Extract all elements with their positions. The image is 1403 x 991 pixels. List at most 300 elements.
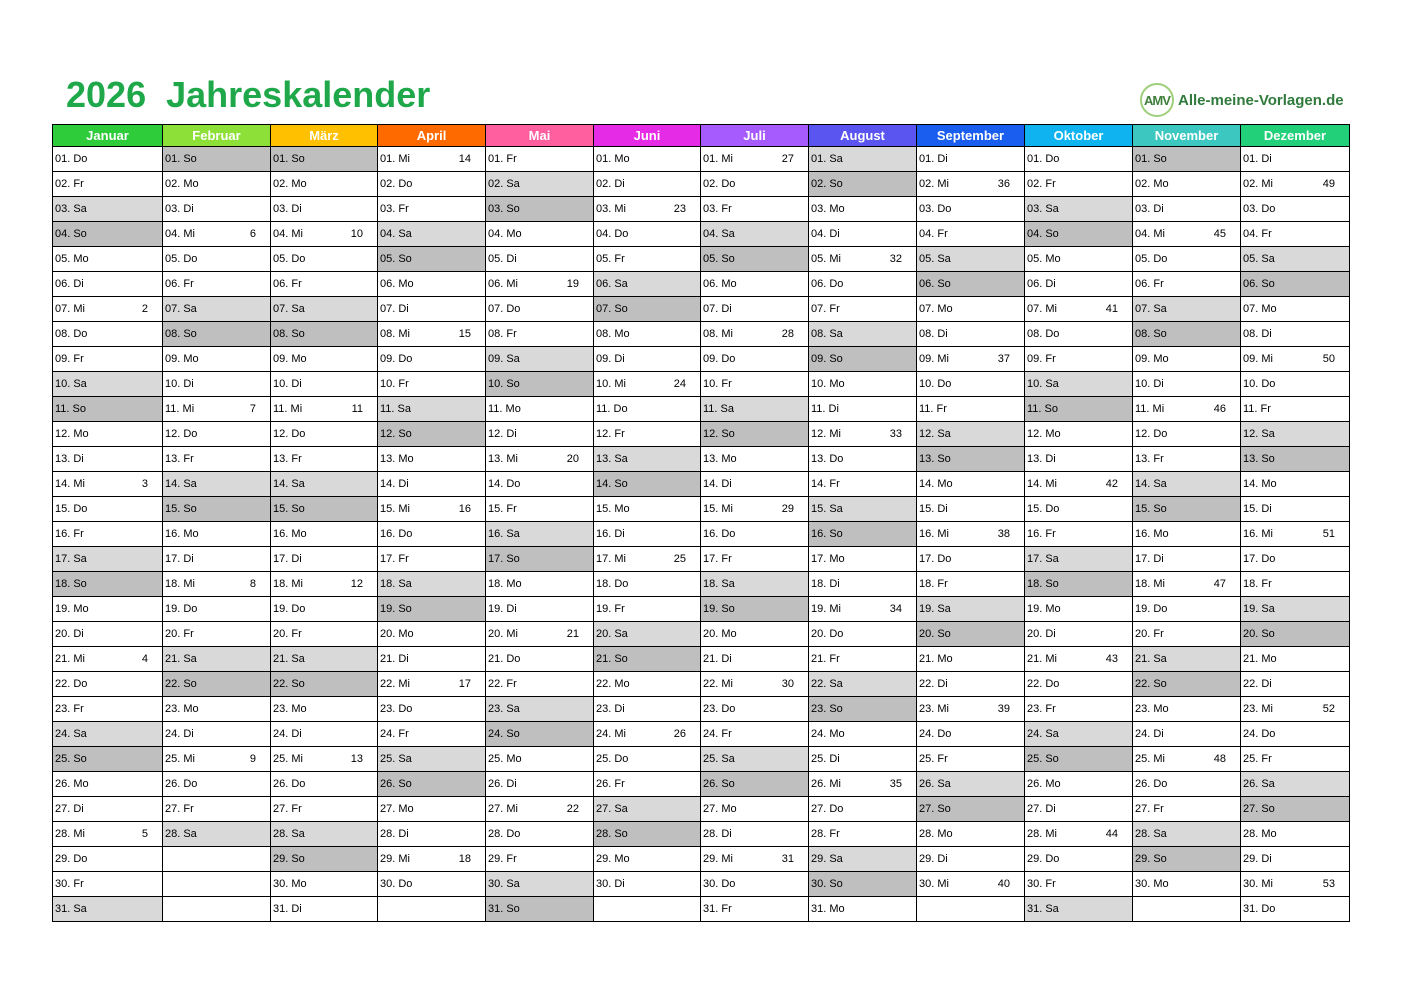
day-cell[interactable] [917, 822, 1025, 847]
day-cell[interactable] [809, 372, 917, 397]
day-cell[interactable] [809, 747, 917, 772]
day-cell[interactable] [1133, 547, 1241, 572]
day-cell[interactable] [917, 397, 1025, 422]
day-cell[interactable] [378, 672, 486, 697]
day-cell[interactable] [809, 247, 917, 272]
day-cell[interactable] [271, 622, 378, 647]
day-cell[interactable] [701, 622, 809, 647]
day-cell[interactable] [809, 897, 917, 922]
day-cell[interactable] [378, 422, 486, 447]
day-cell[interactable] [594, 272, 701, 297]
day-cell[interactable] [378, 147, 486, 172]
day-cell[interactable] [53, 897, 163, 922]
day-cell[interactable] [163, 647, 271, 672]
day-cell[interactable] [378, 472, 486, 497]
day-cell[interactable] [1241, 197, 1350, 222]
day-cell[interactable] [1133, 322, 1241, 347]
day-cell[interactable] [486, 497, 594, 522]
day-cell[interactable] [1025, 547, 1133, 572]
day-cell[interactable] [486, 422, 594, 447]
day-cell[interactable] [486, 847, 594, 872]
day-cell[interactable] [1025, 697, 1133, 722]
day-cell[interactable] [53, 322, 163, 347]
day-cell[interactable] [1133, 172, 1241, 197]
day-cell[interactable] [1025, 372, 1133, 397]
day-cell[interactable] [1133, 647, 1241, 672]
day-cell[interactable] [809, 772, 917, 797]
day-cell[interactable] [701, 597, 809, 622]
day-cell[interactable] [53, 547, 163, 572]
day-cell[interactable] [271, 147, 378, 172]
day-cell[interactable] [163, 747, 271, 772]
day-cell[interactable] [163, 197, 271, 222]
day-cell[interactable] [594, 747, 701, 772]
day-cell[interactable] [917, 422, 1025, 447]
day-cell[interactable] [486, 622, 594, 647]
day-cell[interactable] [701, 447, 809, 472]
day-cell[interactable] [271, 447, 378, 472]
day-cell[interactable] [486, 797, 594, 822]
day-cell[interactable] [1025, 447, 1133, 472]
day-cell[interactable] [163, 422, 271, 447]
day-cell[interactable] [701, 647, 809, 672]
day-cell[interactable] [809, 647, 917, 672]
day-cell[interactable] [701, 897, 809, 922]
day-cell[interactable] [917, 297, 1025, 322]
day-cell[interactable] [53, 522, 163, 547]
day-cell[interactable] [53, 172, 163, 197]
day-cell[interactable] [594, 422, 701, 447]
day-cell[interactable] [53, 147, 163, 172]
day-cell[interactable] [486, 172, 594, 197]
day-cell[interactable] [163, 697, 271, 722]
day-cell[interactable] [1241, 472, 1350, 497]
day-cell[interactable] [163, 622, 271, 647]
day-cell[interactable] [53, 472, 163, 497]
day-cell[interactable] [701, 397, 809, 422]
day-cell[interactable] [809, 447, 917, 472]
day-cell[interactable] [486, 822, 594, 847]
day-cell[interactable] [271, 497, 378, 522]
day-cell[interactable] [53, 447, 163, 472]
day-cell[interactable] [809, 622, 917, 647]
day-cell[interactable] [701, 172, 809, 197]
day-cell[interactable] [53, 497, 163, 522]
day-cell[interactable] [1133, 747, 1241, 772]
day-cell[interactable] [163, 797, 271, 822]
day-cell[interactable] [53, 197, 163, 222]
day-cell[interactable] [1133, 147, 1241, 172]
day-cell[interactable] [1025, 822, 1133, 847]
day-cell[interactable] [271, 797, 378, 822]
day-cell[interactable] [53, 572, 163, 597]
day-cell[interactable] [594, 847, 701, 872]
day-cell[interactable] [1025, 872, 1133, 897]
day-cell[interactable] [486, 322, 594, 347]
day-cell[interactable] [1241, 772, 1350, 797]
day-cell[interactable] [271, 197, 378, 222]
day-cell[interactable] [809, 222, 917, 247]
day-cell[interactable] [917, 197, 1025, 222]
day-cell[interactable] [163, 722, 271, 747]
day-cell[interactable] [1025, 572, 1133, 597]
day-cell[interactable] [486, 697, 594, 722]
day-cell[interactable] [917, 447, 1025, 472]
day-cell[interactable] [163, 447, 271, 472]
day-cell[interactable] [378, 372, 486, 397]
day-cell[interactable] [1025, 672, 1133, 697]
day-cell[interactable] [378, 397, 486, 422]
day-cell[interactable] [271, 322, 378, 347]
day-cell[interactable] [271, 372, 378, 397]
day-cell[interactable] [271, 897, 378, 922]
day-cell[interactable] [378, 347, 486, 372]
day-cell[interactable] [486, 522, 594, 547]
day-cell[interactable] [1241, 522, 1350, 547]
day-cell[interactable] [1241, 747, 1350, 772]
day-cell[interactable] [1241, 572, 1350, 597]
day-cell[interactable] [809, 197, 917, 222]
day-cell[interactable] [53, 247, 163, 272]
day-cell[interactable] [1025, 497, 1133, 522]
day-cell[interactable] [271, 647, 378, 672]
day-cell[interactable] [53, 697, 163, 722]
day-cell[interactable] [701, 222, 809, 247]
day-cell[interactable] [701, 822, 809, 847]
day-cell[interactable] [53, 297, 163, 322]
day-cell[interactable] [378, 297, 486, 322]
day-cell[interactable] [594, 597, 701, 622]
day-cell[interactable] [486, 197, 594, 222]
day-cell[interactable] [594, 447, 701, 472]
day-cell[interactable] [809, 797, 917, 822]
day-cell[interactable] [271, 822, 378, 847]
day-cell[interactable] [378, 772, 486, 797]
day-cell[interactable] [917, 522, 1025, 547]
day-cell[interactable] [378, 272, 486, 297]
day-cell[interactable] [486, 597, 594, 622]
day-cell[interactable] [53, 722, 163, 747]
day-cell[interactable] [378, 747, 486, 772]
day-cell[interactable] [809, 597, 917, 622]
day-cell[interactable] [1241, 722, 1350, 747]
day-cell[interactable] [701, 722, 809, 747]
day-cell[interactable] [594, 722, 701, 747]
day-cell[interactable] [594, 497, 701, 522]
day-cell[interactable] [1133, 572, 1241, 597]
day-cell[interactable] [1025, 347, 1133, 372]
day-cell[interactable] [1241, 822, 1350, 847]
day-cell[interactable] [1025, 647, 1133, 672]
day-cell[interactable] [163, 347, 271, 372]
day-cell[interactable] [809, 322, 917, 347]
day-cell[interactable] [594, 572, 701, 597]
day-cell[interactable] [1241, 372, 1350, 397]
day-cell[interactable] [1025, 472, 1133, 497]
day-cell[interactable] [594, 147, 701, 172]
day-cell[interactable] [271, 347, 378, 372]
day-cell[interactable] [271, 772, 378, 797]
day-cell[interactable] [594, 797, 701, 822]
day-cell[interactable] [1025, 147, 1133, 172]
day-cell[interactable] [486, 347, 594, 372]
day-cell[interactable] [917, 347, 1025, 372]
day-cell[interactable] [271, 397, 378, 422]
day-cell[interactable] [809, 147, 917, 172]
day-cell[interactable] [53, 772, 163, 797]
day-cell[interactable] [378, 572, 486, 597]
day-cell[interactable] [1241, 297, 1350, 322]
day-cell[interactable] [917, 622, 1025, 647]
day-cell[interactable] [917, 797, 1025, 822]
day-cell[interactable] [594, 772, 701, 797]
day-cell[interactable] [701, 422, 809, 447]
day-cell[interactable] [594, 172, 701, 197]
day-cell[interactable] [53, 647, 163, 672]
day-cell[interactable] [809, 397, 917, 422]
day-cell[interactable] [378, 697, 486, 722]
day-cell[interactable] [917, 372, 1025, 397]
day-cell[interactable] [701, 847, 809, 872]
day-cell[interactable] [917, 172, 1025, 197]
day-cell[interactable] [271, 722, 378, 747]
day-cell[interactable] [917, 272, 1025, 297]
day-cell[interactable] [701, 672, 809, 697]
day-cell[interactable] [594, 622, 701, 647]
day-cell[interactable] [809, 522, 917, 547]
day-cell[interactable] [1025, 622, 1133, 647]
day-cell[interactable] [1133, 622, 1241, 647]
day-cell[interactable] [163, 472, 271, 497]
day-cell[interactable] [1241, 422, 1350, 447]
day-cell[interactable] [486, 447, 594, 472]
day-cell[interactable] [701, 572, 809, 597]
day-cell[interactable] [163, 247, 271, 272]
day-cell[interactable] [1241, 247, 1350, 272]
day-cell[interactable] [378, 872, 486, 897]
day-cell[interactable] [163, 597, 271, 622]
day-cell[interactable] [1133, 522, 1241, 547]
day-cell[interactable] [378, 847, 486, 872]
day-cell[interactable] [809, 272, 917, 297]
day-cell[interactable] [1241, 672, 1350, 697]
day-cell[interactable] [1025, 322, 1133, 347]
day-cell[interactable] [594, 472, 701, 497]
day-cell[interactable] [701, 547, 809, 572]
day-cell[interactable] [1133, 397, 1241, 422]
day-cell[interactable] [1133, 497, 1241, 522]
day-cell[interactable] [378, 522, 486, 547]
day-cell[interactable] [1025, 397, 1133, 422]
day-cell[interactable] [378, 547, 486, 572]
day-cell[interactable] [594, 372, 701, 397]
day-cell[interactable] [1241, 497, 1350, 522]
day-cell[interactable] [271, 847, 378, 872]
day-cell[interactable] [1133, 247, 1241, 272]
day-cell[interactable] [271, 297, 378, 322]
day-cell[interactable] [271, 272, 378, 297]
day-cell[interactable] [917, 747, 1025, 772]
day-cell[interactable] [486, 472, 594, 497]
day-cell[interactable] [917, 872, 1025, 897]
day-cell[interactable] [1241, 872, 1350, 897]
day-cell[interactable] [1241, 547, 1350, 572]
day-cell[interactable] [163, 147, 271, 172]
day-cell[interactable] [594, 297, 701, 322]
day-cell[interactable] [701, 697, 809, 722]
day-cell[interactable] [486, 247, 594, 272]
day-cell[interactable] [1241, 897, 1350, 922]
day-cell[interactable] [486, 147, 594, 172]
day-cell[interactable] [163, 522, 271, 547]
day-cell[interactable] [1025, 172, 1133, 197]
day-cell[interactable] [701, 322, 809, 347]
day-cell[interactable] [1241, 797, 1350, 822]
day-cell[interactable] [701, 147, 809, 172]
day-cell[interactable] [1241, 172, 1350, 197]
day-cell[interactable] [1133, 422, 1241, 447]
day-cell[interactable] [917, 497, 1025, 522]
day-cell[interactable] [917, 697, 1025, 722]
day-cell[interactable] [271, 872, 378, 897]
day-cell[interactable] [1025, 847, 1133, 872]
day-cell[interactable] [1241, 322, 1350, 347]
day-cell[interactable] [594, 822, 701, 847]
day-cell[interactable] [917, 847, 1025, 872]
day-cell[interactable] [701, 372, 809, 397]
day-cell[interactable] [1025, 897, 1133, 922]
day-cell[interactable] [1133, 847, 1241, 872]
day-cell[interactable] [917, 722, 1025, 747]
day-cell[interactable] [701, 797, 809, 822]
day-cell[interactable] [809, 572, 917, 597]
day-cell[interactable] [1241, 647, 1350, 672]
day-cell[interactable] [378, 247, 486, 272]
day-cell[interactable] [378, 622, 486, 647]
day-cell[interactable] [378, 197, 486, 222]
day-cell[interactable] [1133, 197, 1241, 222]
day-cell[interactable] [809, 497, 917, 522]
day-cell[interactable] [1241, 272, 1350, 297]
day-cell[interactable] [486, 547, 594, 572]
day-cell[interactable] [53, 372, 163, 397]
day-cell[interactable] [486, 897, 594, 922]
day-cell[interactable] [53, 822, 163, 847]
day-cell[interactable] [1241, 697, 1350, 722]
day-cell[interactable] [594, 222, 701, 247]
day-cell[interactable] [1133, 797, 1241, 822]
day-cell[interactable] [1241, 222, 1350, 247]
day-cell[interactable] [917, 147, 1025, 172]
day-cell[interactable] [53, 397, 163, 422]
day-cell[interactable] [486, 272, 594, 297]
day-cell[interactable] [271, 747, 378, 772]
day-cell[interactable] [271, 247, 378, 272]
day-cell[interactable] [1133, 822, 1241, 847]
day-cell[interactable] [486, 222, 594, 247]
day-cell[interactable] [1025, 747, 1133, 772]
day-cell[interactable] [917, 572, 1025, 597]
day-cell[interactable] [809, 422, 917, 447]
day-cell[interactable] [917, 597, 1025, 622]
day-cell[interactable] [486, 772, 594, 797]
day-cell[interactable] [701, 197, 809, 222]
day-cell[interactable] [917, 647, 1025, 672]
day-cell[interactable] [701, 472, 809, 497]
day-cell[interactable] [378, 322, 486, 347]
day-cell[interactable] [271, 172, 378, 197]
day-cell[interactable] [486, 747, 594, 772]
day-cell[interactable] [53, 872, 163, 897]
day-cell[interactable] [486, 372, 594, 397]
day-cell[interactable] [1241, 347, 1350, 372]
day-cell[interactable] [163, 222, 271, 247]
day-cell[interactable] [701, 522, 809, 547]
day-cell[interactable] [594, 322, 701, 347]
day-cell[interactable] [1241, 397, 1350, 422]
day-cell[interactable] [53, 747, 163, 772]
day-cell[interactable] [486, 297, 594, 322]
day-cell[interactable] [1241, 622, 1350, 647]
day-cell[interactable] [809, 822, 917, 847]
day-cell[interactable] [378, 222, 486, 247]
day-cell[interactable] [271, 672, 378, 697]
day-cell[interactable] [378, 722, 486, 747]
day-cell[interactable] [271, 697, 378, 722]
day-cell[interactable] [271, 422, 378, 447]
day-cell[interactable] [1025, 247, 1133, 272]
day-cell[interactable] [917, 672, 1025, 697]
day-cell[interactable] [594, 547, 701, 572]
day-cell[interactable] [594, 522, 701, 547]
day-cell[interactable] [271, 522, 378, 547]
day-cell[interactable] [809, 697, 917, 722]
day-cell[interactable] [1025, 297, 1133, 322]
day-cell[interactable] [53, 672, 163, 697]
day-cell[interactable] [486, 572, 594, 597]
day-cell[interactable] [701, 247, 809, 272]
day-cell[interactable] [486, 722, 594, 747]
day-cell[interactable] [809, 847, 917, 872]
day-cell[interactable] [53, 272, 163, 297]
day-cell[interactable] [163, 672, 271, 697]
day-cell[interactable] [701, 772, 809, 797]
day-cell[interactable] [1241, 597, 1350, 622]
day-cell[interactable] [594, 247, 701, 272]
day-cell[interactable] [1133, 447, 1241, 472]
day-cell[interactable] [917, 247, 1025, 272]
day-cell[interactable] [1025, 722, 1133, 747]
day-cell[interactable] [53, 622, 163, 647]
day-cell[interactable] [701, 747, 809, 772]
day-cell[interactable] [163, 172, 271, 197]
day-cell[interactable] [917, 222, 1025, 247]
day-cell[interactable] [271, 597, 378, 622]
day-cell[interactable] [53, 347, 163, 372]
day-cell[interactable] [1133, 472, 1241, 497]
day-cell[interactable] [486, 672, 594, 697]
day-cell[interactable] [53, 847, 163, 872]
day-cell[interactable] [917, 322, 1025, 347]
day-cell[interactable] [1025, 197, 1133, 222]
day-cell[interactable] [486, 872, 594, 897]
day-cell[interactable] [809, 347, 917, 372]
day-cell[interactable] [163, 547, 271, 572]
day-cell[interactable] [271, 472, 378, 497]
day-cell[interactable] [594, 647, 701, 672]
day-cell[interactable] [701, 347, 809, 372]
day-cell[interactable] [1025, 422, 1133, 447]
